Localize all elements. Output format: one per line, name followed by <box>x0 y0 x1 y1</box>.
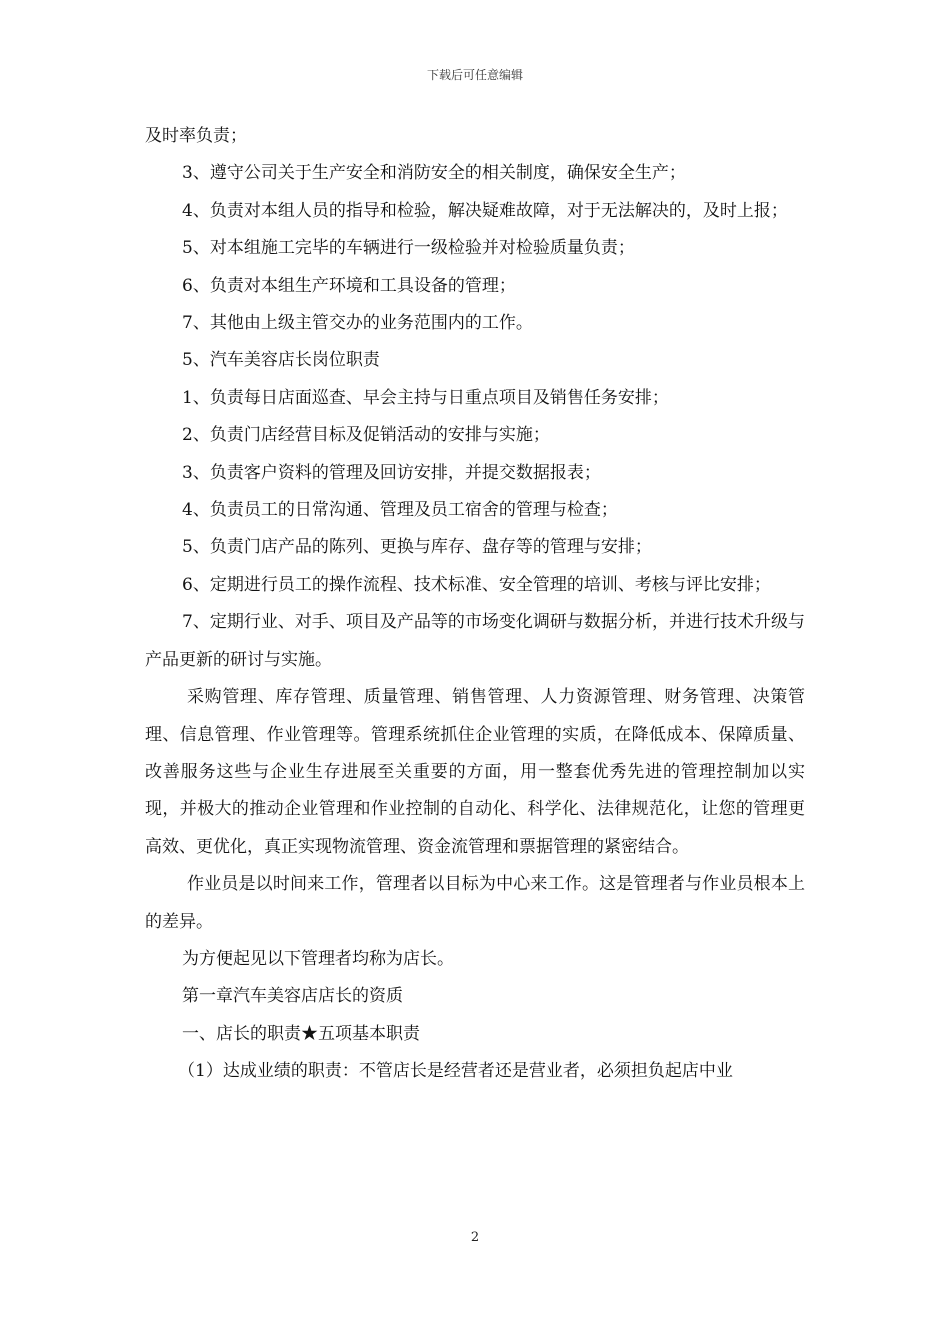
document-body <box>145 118 805 1091</box>
paragraph: 采购管理、库存管理、质量管理、销售管理、人力资源管理、财务管理、决策管理、信息管理、作业管理等。管理系统抓住企业管理的实质，在降低成本、保障质量、改善服务这些与企业生存进展至关重要的方面，用一整套优秀先进的管理控制加以实现，并极大的推动企业管理和作业控制的自动化、科学化、法律规范化，让您的管理更高效、更优化，真正实现物流管理、资金流管理和票据管理的紧密结合。 <box>145 687 805 857</box>
paragraph: 作业员是以时间来工作，管理者以目标为中心来工作。这是管理者与作业员根本上的差异。 <box>145 874 805 932</box>
paragraph: 为方便起见以下管理者均称为店长。 <box>182 948 454 969</box>
paragraph: 4、负责员工的日常沟通、管理及员工宿舍的管理与检查； <box>182 500 618 521</box>
paragraph: 6、定期进行员工的操作流程、技术标准、安全管理的培训、考核与评比安排； <box>182 574 771 595</box>
paragraph: （1）达成业绩的职责：不管店长是经营者还是营业者，必须担负起店中业 <box>178 1061 733 1082</box>
section-heading: 一、店长的职责★五项基本职责 <box>182 1023 420 1044</box>
paragraph: 3、负责客户资料的管理及回访安排，并提交数据报表； <box>182 462 601 483</box>
paragraph: 5、负责门店产品的陈列、更换与库存、盘存等的管理与安排； <box>182 537 652 558</box>
paragraph: 7、定期行业、对手、项目及产品等的市场变化调研与数据分析，并进行技术升级与产品更新的研讨与实施。 <box>145 612 805 670</box>
page-header: 下载后可任意编辑 <box>426 68 523 82</box>
paragraph: 2、负责门店经营目标及促销活动的安排与实施； <box>182 425 550 446</box>
paragraph: 3、遵守公司关于生产安全和消防安全的相关制度，确保安全生产； <box>182 163 686 184</box>
paragraph: 5、对本组施工完毕的车辆进行一级检验并对检验质量负责； <box>182 238 635 259</box>
paragraph: 及时率负责； <box>145 126 247 146</box>
section-heading: 5、汽车美容店长岗位职责 <box>182 350 380 371</box>
paragraph: 1、负责每日店面巡查、早会主持与日重点项目及销售任务安排； <box>182 387 669 408</box>
paragraph: 7、其他由上级主管交办的业务范围内的工作。 <box>182 313 533 334</box>
paragraph: 4、负责对本组人员的指导和检验，解决疑难故障，对于无法解决的，及时上报； <box>182 200 788 221</box>
page-number: 2 <box>470 1230 480 1245</box>
paragraph: 6、负责对本组生产环境和工具设备的管理； <box>182 275 516 296</box>
chapter-heading: 第一章汽车美容店店长的资质 <box>182 986 403 1007</box>
